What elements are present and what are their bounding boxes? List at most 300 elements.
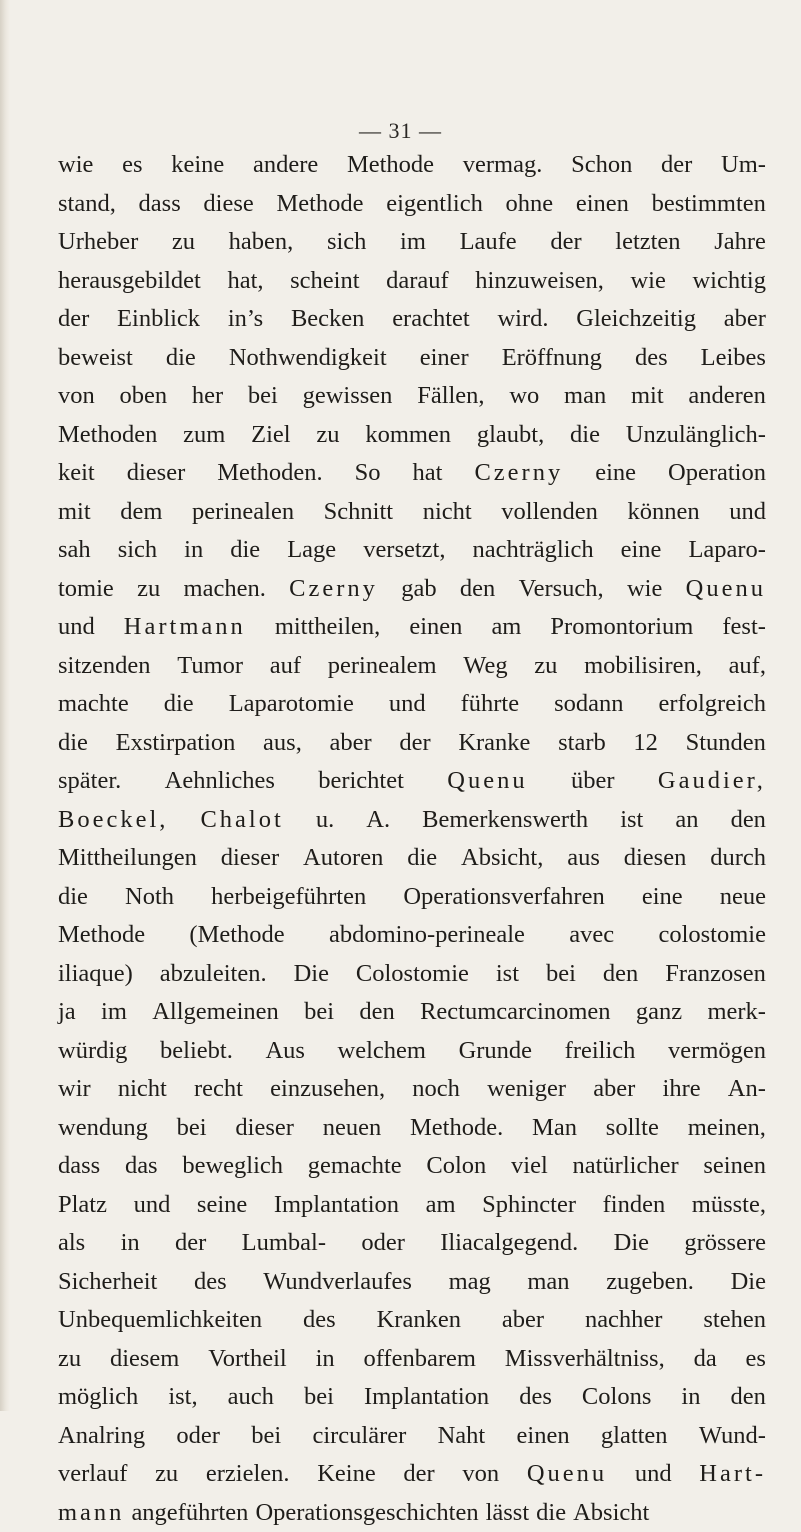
word: und <box>58 608 95 647</box>
word: Lage <box>287 531 336 570</box>
word: ihre <box>663 1070 701 1109</box>
word: in <box>681 1378 700 1417</box>
word: es <box>746 1340 766 1379</box>
word: Exstirpation <box>116 724 236 763</box>
word: welchem <box>338 1032 426 1071</box>
word: colostomie <box>658 916 766 955</box>
text-line <box>58 1340 766 1379</box>
word: Autoren <box>303 839 383 878</box>
word: die <box>230 531 260 570</box>
word: die <box>570 416 600 455</box>
word: des <box>635 339 668 378</box>
word: kommen <box>365 416 451 455</box>
word: perinealem <box>328 647 437 686</box>
word: einen <box>517 1417 570 1456</box>
word: der <box>661 146 692 185</box>
word: einen <box>576 185 629 224</box>
word: Einblick <box>117 300 200 339</box>
word: Operationsgeschichten <box>255 1494 478 1532</box>
word: ist <box>620 801 643 840</box>
word: An- <box>728 1070 766 1109</box>
word: mit <box>631 377 664 416</box>
text-line <box>58 1109 766 1148</box>
word: zu <box>316 416 339 455</box>
word: Eröffnung <box>502 339 602 378</box>
word: bei <box>251 1417 281 1456</box>
word: offenbarem <box>363 1340 475 1379</box>
word: Tumor <box>177 647 243 686</box>
word: dass <box>139 185 181 224</box>
word: iliaque) <box>58 955 133 994</box>
word: versetzt, <box>363 531 445 570</box>
word: in’s <box>228 300 263 339</box>
word: Chalot <box>200 801 283 840</box>
text-line <box>58 916 766 955</box>
word: eine <box>642 878 683 917</box>
word: eigentlich <box>386 185 483 224</box>
text-line <box>58 685 766 724</box>
word: es <box>122 146 142 185</box>
word: natürlicher <box>573 1147 679 1186</box>
word: die <box>166 339 196 378</box>
text-line <box>58 531 766 570</box>
word: dem <box>120 493 162 532</box>
word: stand, <box>58 185 116 224</box>
word: Sicherheit <box>58 1263 157 1302</box>
word: dieser <box>235 1109 294 1148</box>
word: am <box>426 1186 456 1225</box>
word: sich <box>118 531 157 570</box>
word: da <box>694 1340 717 1379</box>
word: freilich <box>565 1032 636 1071</box>
word: mittheilen, <box>275 608 380 647</box>
word: bei <box>546 955 576 994</box>
word: abzuleiten. <box>160 955 267 994</box>
word: der <box>175 1224 206 1263</box>
word: Boeckel, <box>58 801 168 840</box>
word: Unbequemlichkeiten <box>58 1301 262 1340</box>
word: beweglich <box>182 1147 283 1186</box>
word: eine <box>595 454 636 493</box>
word: Fällen, <box>417 377 484 416</box>
text-line <box>58 839 766 878</box>
word: den <box>731 801 766 840</box>
word: Operationsverfahren <box>403 878 604 917</box>
word: Methoden <box>58 416 157 455</box>
word: Kranke <box>458 724 530 763</box>
word: keine <box>171 146 224 185</box>
word: zugeben. <box>606 1263 694 1302</box>
word: abdomino-perineale <box>329 916 525 955</box>
word: würdig <box>58 1032 127 1071</box>
word: der <box>58 300 89 339</box>
word: verlauf <box>58 1455 127 1494</box>
word: merk- <box>707 993 766 1032</box>
word: zu <box>58 1340 81 1379</box>
word: Wundverlaufes <box>263 1263 412 1302</box>
word: Aehnliches <box>165 762 275 801</box>
word: zu <box>137 570 160 609</box>
text-line <box>58 377 766 416</box>
word: später. <box>58 762 121 801</box>
word: Implantation <box>274 1186 399 1225</box>
word: aber <box>330 724 372 763</box>
word: seinen <box>703 1147 766 1186</box>
word: berichtet <box>318 762 404 801</box>
word: noch <box>412 1070 460 1109</box>
word: viel <box>511 1147 548 1186</box>
word: (Methode <box>189 916 284 955</box>
word: die <box>407 839 437 878</box>
word: glaubt, <box>477 416 544 455</box>
word: in <box>121 1224 140 1263</box>
word: des <box>519 1378 552 1417</box>
word: Missverhältniss, <box>505 1340 665 1379</box>
word: Man <box>532 1109 577 1148</box>
text-line <box>58 185 766 224</box>
word: bestimmten <box>652 185 766 224</box>
word: aber <box>593 1070 635 1109</box>
word: Versuch, <box>519 570 604 609</box>
word: Platz <box>58 1186 107 1225</box>
word: circulärer <box>312 1417 406 1456</box>
text-line <box>58 1147 766 1186</box>
word: Die <box>614 1224 649 1263</box>
word: Wund- <box>699 1417 766 1456</box>
text-line <box>58 724 766 763</box>
word: ist <box>496 955 519 994</box>
word: anderen <box>688 377 766 416</box>
word: Die <box>731 1263 766 1302</box>
word: Die <box>294 955 329 994</box>
word: des <box>194 1263 227 1302</box>
text-line <box>58 416 766 455</box>
word: in <box>184 531 203 570</box>
text-line <box>58 493 766 532</box>
word: diesem <box>110 1340 179 1379</box>
word: die <box>58 724 88 763</box>
word: wo <box>509 377 539 416</box>
word: haben, <box>229 223 294 262</box>
word: machte <box>58 685 129 724</box>
word: Laufe <box>460 223 517 262</box>
word: als <box>58 1224 85 1263</box>
word: Urheber <box>58 223 138 262</box>
word: meinen, <box>688 1109 766 1148</box>
word: recht <box>194 1070 243 1109</box>
word: von <box>462 1455 499 1494</box>
word: Iliacalgegend. <box>440 1224 578 1263</box>
word: auf, <box>729 647 766 686</box>
text-line <box>58 339 766 378</box>
word: im <box>400 223 426 262</box>
word: mit <box>58 493 91 532</box>
word: scheint <box>290 262 359 301</box>
word: den <box>731 1378 766 1417</box>
word: fest- <box>722 608 766 647</box>
word: Gaudier, <box>658 762 766 801</box>
word: Hartmann <box>124 608 246 647</box>
text-line <box>58 146 766 185</box>
text-line <box>58 1301 766 1340</box>
word: dass <box>58 1147 100 1186</box>
text-line <box>58 262 766 301</box>
word: bei <box>177 1109 207 1148</box>
word: erfolgreich <box>659 685 766 724</box>
word: und <box>389 685 426 724</box>
word: wird. <box>497 300 548 339</box>
word: sah <box>58 531 91 570</box>
word: man <box>527 1263 569 1302</box>
word: vollenden <box>501 493 598 532</box>
word: einen <box>409 608 462 647</box>
word: Colon <box>426 1147 486 1186</box>
body-text <box>58 146 766 1532</box>
word: bei <box>304 993 334 1032</box>
word: glatten <box>601 1417 668 1456</box>
word: hat, <box>227 262 263 301</box>
word: perinealen <box>192 493 294 532</box>
word: Methode <box>58 916 145 955</box>
word: Laparo- <box>688 531 766 570</box>
word: Hart- <box>699 1455 766 1494</box>
word: Czerny <box>474 454 563 493</box>
word: Absicht <box>573 1494 649 1532</box>
word: bei <box>304 1378 334 1417</box>
word: bei <box>248 377 278 416</box>
word: Mittheilungen <box>58 839 197 878</box>
word: Laparotomie <box>229 685 354 724</box>
word: letzten <box>615 223 680 262</box>
word: Implantation <box>364 1378 489 1417</box>
word: mann <box>58 1494 124 1532</box>
word: aber <box>502 1301 544 1340</box>
page-number: — 31 — <box>0 118 801 144</box>
text-line <box>58 1070 766 1109</box>
word: der <box>403 1455 434 1494</box>
word: über <box>571 762 615 801</box>
word: in <box>316 1340 335 1379</box>
word: eine <box>621 531 662 570</box>
word: Promontorium <box>550 608 693 647</box>
word: sollte <box>606 1109 659 1148</box>
word: Analring <box>58 1417 145 1456</box>
word: u. <box>316 801 334 840</box>
word: den <box>603 955 638 994</box>
word: grössere <box>684 1224 766 1263</box>
text-line <box>58 1263 766 1302</box>
word: zu <box>534 647 557 686</box>
word: und <box>729 493 766 532</box>
word: müsste, <box>692 1186 766 1225</box>
word: Colons <box>582 1378 651 1417</box>
word: Nothwendigkeit <box>229 339 387 378</box>
text-line <box>58 223 766 262</box>
word: dieser <box>221 839 280 878</box>
word: herbeigeführten <box>211 878 366 917</box>
word: Bemerkenswerth <box>422 801 588 840</box>
word: durch <box>710 839 766 878</box>
word: beliebt. <box>160 1032 233 1071</box>
word: Leibes <box>701 339 766 378</box>
word: Methode <box>276 185 363 224</box>
word: mag <box>449 1263 491 1302</box>
word: einzusehen, <box>270 1070 385 1109</box>
word: dieser <box>127 454 186 493</box>
word: Noth <box>125 878 174 917</box>
text-line <box>58 955 766 994</box>
word: wir <box>58 1070 91 1109</box>
word: gewissen <box>303 377 393 416</box>
word: die <box>58 878 88 917</box>
word: wie <box>630 262 665 301</box>
word: vermögen <box>668 1032 766 1071</box>
word: ist, <box>168 1378 197 1417</box>
word: hinzuweisen, <box>475 262 604 301</box>
word: seine <box>197 1186 247 1225</box>
word: aber <box>724 300 766 339</box>
word: nicht <box>423 493 472 532</box>
word: oder <box>361 1224 405 1263</box>
word: Sphincter <box>482 1186 576 1225</box>
word: gab <box>401 570 436 609</box>
word: andere <box>253 146 318 185</box>
text-line <box>58 801 766 840</box>
word: Stunden <box>686 724 766 763</box>
word: Colostomie <box>356 955 469 994</box>
word: Rectumcarcinomen <box>420 993 610 1032</box>
word: zum <box>183 416 225 455</box>
word: 12 <box>633 724 658 763</box>
word: Vortheil <box>208 1340 287 1379</box>
word: hat <box>413 454 443 493</box>
word: Czerny <box>289 570 378 609</box>
word: herausgebildet <box>58 262 201 301</box>
text-line <box>58 762 766 801</box>
word: Schnitt <box>324 493 393 532</box>
word: diesen <box>624 839 687 878</box>
word: Lumbal- <box>242 1224 326 1263</box>
word: einer <box>420 339 469 378</box>
word: und <box>134 1186 171 1225</box>
word: Franzosen <box>665 955 766 994</box>
word: Methoden. <box>217 454 322 493</box>
word: Operation <box>668 454 766 493</box>
word: Unzulänglich- <box>626 416 766 455</box>
word: der <box>399 724 430 763</box>
word: ganz <box>636 993 682 1032</box>
word: finden <box>603 1186 666 1225</box>
word: sich <box>327 223 366 262</box>
text-line <box>58 1032 766 1071</box>
word: und <box>635 1455 672 1494</box>
text-line <box>58 454 766 493</box>
word: mobilisiren, <box>584 647 702 686</box>
word: diese <box>203 185 253 224</box>
text-line <box>58 1224 766 1263</box>
word: Jahre <box>714 223 766 262</box>
word: Schon <box>571 146 632 185</box>
word: zu <box>155 1455 178 1494</box>
word: den <box>359 993 394 1032</box>
word: von <box>58 377 95 416</box>
word: Kranken <box>377 1301 461 1340</box>
word: avec <box>569 916 614 955</box>
word: an <box>675 801 698 840</box>
word: nachträglich <box>473 531 594 570</box>
word: starb <box>558 724 606 763</box>
word: oben <box>120 377 168 416</box>
word: erachtet <box>392 300 470 339</box>
text-line <box>58 1417 766 1456</box>
word: Naht <box>438 1417 486 1456</box>
word: beweist <box>58 339 133 378</box>
word: Becken <box>291 300 364 339</box>
word: machen. <box>184 570 266 609</box>
word: können <box>628 493 700 532</box>
word: Ziel <box>251 416 290 455</box>
word: im <box>101 993 127 1032</box>
word: lässt <box>486 1494 530 1532</box>
text-line <box>58 647 766 686</box>
word: neue <box>720 878 766 917</box>
text-line <box>58 300 766 339</box>
word: des <box>303 1301 336 1340</box>
word: tomie <box>58 570 114 609</box>
word: aus <box>567 839 600 878</box>
word: wie <box>58 146 93 185</box>
word: am <box>491 608 521 647</box>
word: Methode. <box>410 1109 503 1148</box>
word: gemachte <box>308 1147 402 1186</box>
word: oder <box>176 1417 220 1456</box>
word: vermag. <box>463 146 543 185</box>
word: Allgemeinen <box>152 993 279 1032</box>
word: her <box>192 377 223 416</box>
word: weniger <box>487 1070 566 1109</box>
text-line <box>58 993 766 1032</box>
word: Keine <box>317 1455 376 1494</box>
word: sitzenden <box>58 647 151 686</box>
word: A. <box>366 801 390 840</box>
text-line <box>58 608 766 647</box>
word: wie <box>627 570 662 609</box>
word: zu <box>172 223 195 262</box>
word: angeführten <box>131 1494 248 1532</box>
word: auch <box>228 1378 274 1417</box>
word: die <box>164 685 194 724</box>
word: Absicht, <box>461 839 543 878</box>
word: Grunde <box>459 1032 532 1071</box>
text-line <box>58 1494 766 1532</box>
word: Um- <box>721 146 766 185</box>
word: darauf <box>386 262 449 301</box>
text-line <box>58 1186 766 1225</box>
word: Methode <box>347 146 434 185</box>
word: wichtig <box>692 262 766 301</box>
word: ohne <box>506 185 554 224</box>
word: die <box>536 1494 566 1532</box>
word: erzielen. <box>206 1455 290 1494</box>
word: man <box>564 377 606 416</box>
word: Quenu <box>447 762 527 801</box>
text-line <box>58 878 766 917</box>
word: keit <box>58 454 95 493</box>
word: nachher <box>585 1301 663 1340</box>
word: ja <box>58 993 76 1032</box>
page-binding-shadow <box>0 0 10 1411</box>
text-line <box>58 570 766 609</box>
